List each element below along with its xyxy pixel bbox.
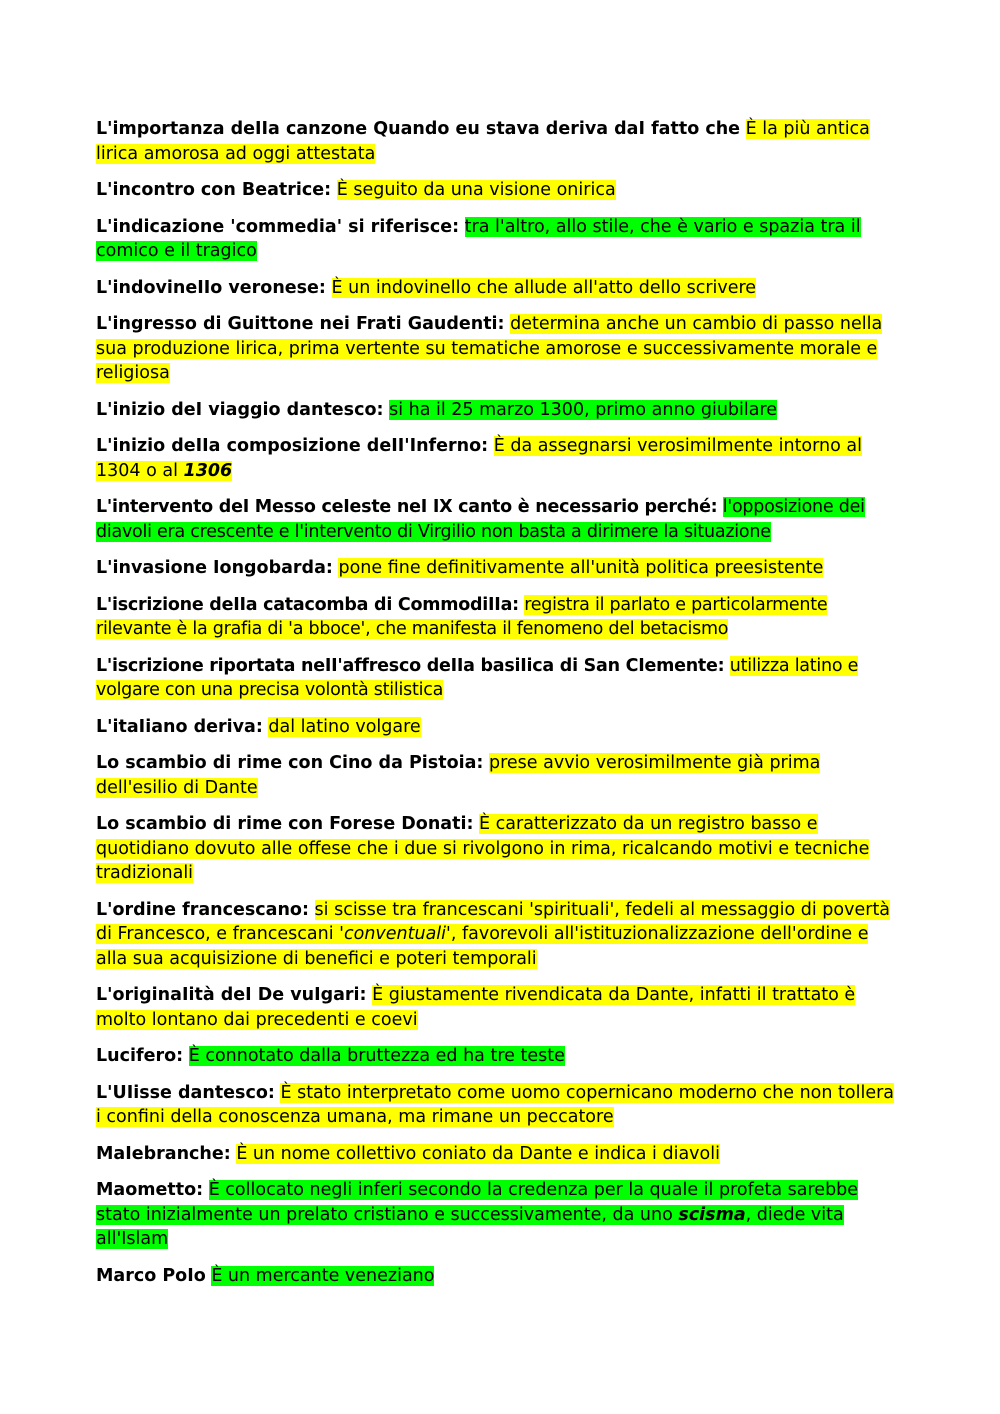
definition-segment: determina anche un cambio di passo nella sua produzione lirica, prima vertente su tematiche amorose e successivamente morale e religiosa bbox=[96, 314, 883, 383]
definition-segment: 1306 bbox=[183, 460, 233, 481]
definition-segment: È seguito da una visione onirica bbox=[336, 180, 616, 200]
glossary-entry bbox=[96, 312, 896, 386]
entry-term: L'itaIiano deriva: bbox=[96, 716, 263, 737]
definition-segment: utilizza latino e volgare con una precisa volontà stilistica bbox=[96, 655, 859, 700]
entry-definition bbox=[236, 1144, 720, 1164]
definition-segment: conventuali bbox=[343, 924, 447, 944]
entry-term: L'intervento deI Messo ceIeste neI IX canto è necessario perché: bbox=[96, 497, 718, 517]
definition-segment: È da assegnarsi verosimilmente intorno al 1304 o al bbox=[96, 436, 862, 481]
entry-term: Marco PoIo bbox=[96, 1265, 206, 1286]
definition-segment: si scisse tra francescani 'spirituali', fedeli al messaggio di povertà di Francesco, e francescani ' bbox=[96, 899, 891, 944]
definition-segment: registra il parlato e particolarmente rilevante è la grafia di 'a bboce', che manifesta il fenomeno del betacismo bbox=[96, 594, 828, 639]
entry-term: L'iscrizione deIIa catacomba di CommodiIIa: bbox=[96, 594, 519, 615]
definition-segment: È un mercante veneziano bbox=[211, 1265, 435, 1286]
entry-term: L'UIisse dantesco: bbox=[96, 1082, 275, 1103]
glossary-entry bbox=[96, 1142, 896, 1167]
glossary-entry bbox=[96, 215, 896, 264]
definition-segment: ', favorevoli all'istituzionalizzazione dell'ordine e alla sua acquisizione di benefici e poteri temporali bbox=[96, 924, 869, 969]
definition-segment: È la più antica lirica amorosa ad oggi attestata bbox=[96, 119, 870, 164]
entry-definition bbox=[211, 1266, 434, 1286]
entry-term: Lucifero: bbox=[96, 1046, 184, 1066]
glossary-entry bbox=[96, 715, 896, 740]
definition-segment: È caratterizzato da un registro basso e quotidiano dovuto alle offese che i due si rivolgono in rima, ricalcando motivi e tecniche tradizionali bbox=[96, 814, 870, 883]
definition-segment: È collocato negli inferi secondo la credenza per la quale il profeta sarebbe stato inizialmente un prelato cristiano e successivamente, da uno bbox=[96, 1180, 859, 1225]
entry-definition bbox=[338, 558, 823, 578]
entry-definition bbox=[337, 180, 616, 200]
glossary-entry bbox=[96, 1044, 896, 1069]
glossary-entry bbox=[96, 593, 896, 642]
glossary-entry bbox=[96, 276, 896, 301]
definition-segment: pone fine definitivamente all'unità politica preesistente bbox=[338, 558, 824, 578]
entry-definition bbox=[389, 400, 777, 420]
definition-segment: dal latino volgare bbox=[268, 716, 421, 737]
glossary-entry bbox=[96, 1178, 896, 1252]
definition-segment: scisma bbox=[678, 1204, 746, 1225]
definition-segment: si ha il 25 marzo 1300, primo anno giubilare bbox=[389, 399, 778, 420]
entry-term: L'indicazione 'commedia' si riferisce: bbox=[96, 216, 460, 237]
definition-segment: tra l'altro, allo stile, che è vario e spazia tra il comico e il tragico bbox=[96, 216, 861, 261]
entry-term: MaIebranche: bbox=[96, 1143, 231, 1164]
glossary-entry bbox=[96, 812, 896, 886]
glossary-entry bbox=[96, 178, 896, 203]
definition-segment: È stato interpretato come uomo copernicano moderno che non tollera i confini della conoscenza umana, ma rimane un peccatore bbox=[96, 1082, 895, 1127]
glossary-entry bbox=[96, 898, 896, 972]
glossary-entry bbox=[96, 983, 896, 1032]
definition-segment: , diede vita all'Islam bbox=[96, 1204, 844, 1249]
glossary-entry bbox=[96, 398, 896, 423]
document-page bbox=[96, 117, 896, 1300]
entry-term: L'indovineIIo veronese: bbox=[96, 277, 326, 298]
entry-term: L'iscrizione riportata neII'affresco deIIa basiIica di San CIemente: bbox=[96, 655, 725, 676]
entry-term: L'invasione Iongobarda: bbox=[96, 558, 333, 578]
entry-term: L'incontro con Beatrice: bbox=[96, 180, 332, 200]
glossary-entry bbox=[96, 434, 896, 483]
glossary-entry bbox=[96, 751, 896, 800]
entry-term: L'ordine francescano: bbox=[96, 899, 309, 920]
glossary-entry bbox=[96, 556, 896, 581]
definition-segment: prese avvio verosimilmente già prima dell'esilio di Dante bbox=[96, 753, 821, 798]
entry-term: L'ingresso di Guittone nei Frati Gaudenti: bbox=[96, 314, 505, 334]
entry-term: L'inizio deIIa composizione deII'Inferno: bbox=[96, 436, 489, 456]
entry-term: Lo scambio di rime con Forese Donati: bbox=[96, 814, 474, 834]
glossary-entry bbox=[96, 495, 896, 544]
glossary-entry bbox=[96, 654, 896, 703]
entry-term: L'inizio deI viaggio dantesco: bbox=[96, 399, 384, 420]
entry-definition bbox=[96, 1180, 858, 1249]
entry-definition bbox=[268, 717, 420, 737]
entry-definition bbox=[189, 1046, 565, 1066]
definition-segment: È un nome collettivo coniato da Dante e indica i diavoli bbox=[236, 1143, 720, 1164]
glossary-entry bbox=[96, 1081, 896, 1130]
definition-segment: È connotato dalla bruttezza ed ha tre teste bbox=[188, 1046, 565, 1066]
entry-term: L'importanza deIIa canzone Quando eu stava deriva daI fatto che bbox=[96, 119, 741, 139]
glossary-entry bbox=[96, 1264, 896, 1289]
definition-segment: È un indovinello che allude all'atto dello scrivere bbox=[331, 277, 757, 298]
definition-segment: l'opposizione dei diavoli era crescente e l'intervento di Virgilio non basta a dirimere la situazione bbox=[96, 497, 865, 542]
definition-segment: È giustamente rivendicata da Dante, infatti il trattato è molto lontano dai precedenti e coevi bbox=[96, 985, 856, 1030]
entry-definition bbox=[332, 278, 757, 298]
entry-term: Lo scambio di rime con Cino da Pistoia: bbox=[96, 753, 484, 773]
entry-term: L'originaIità deI De vuIgari: bbox=[96, 985, 367, 1005]
entry-term: Maometto: bbox=[96, 1180, 204, 1200]
glossary-entry bbox=[96, 117, 896, 166]
